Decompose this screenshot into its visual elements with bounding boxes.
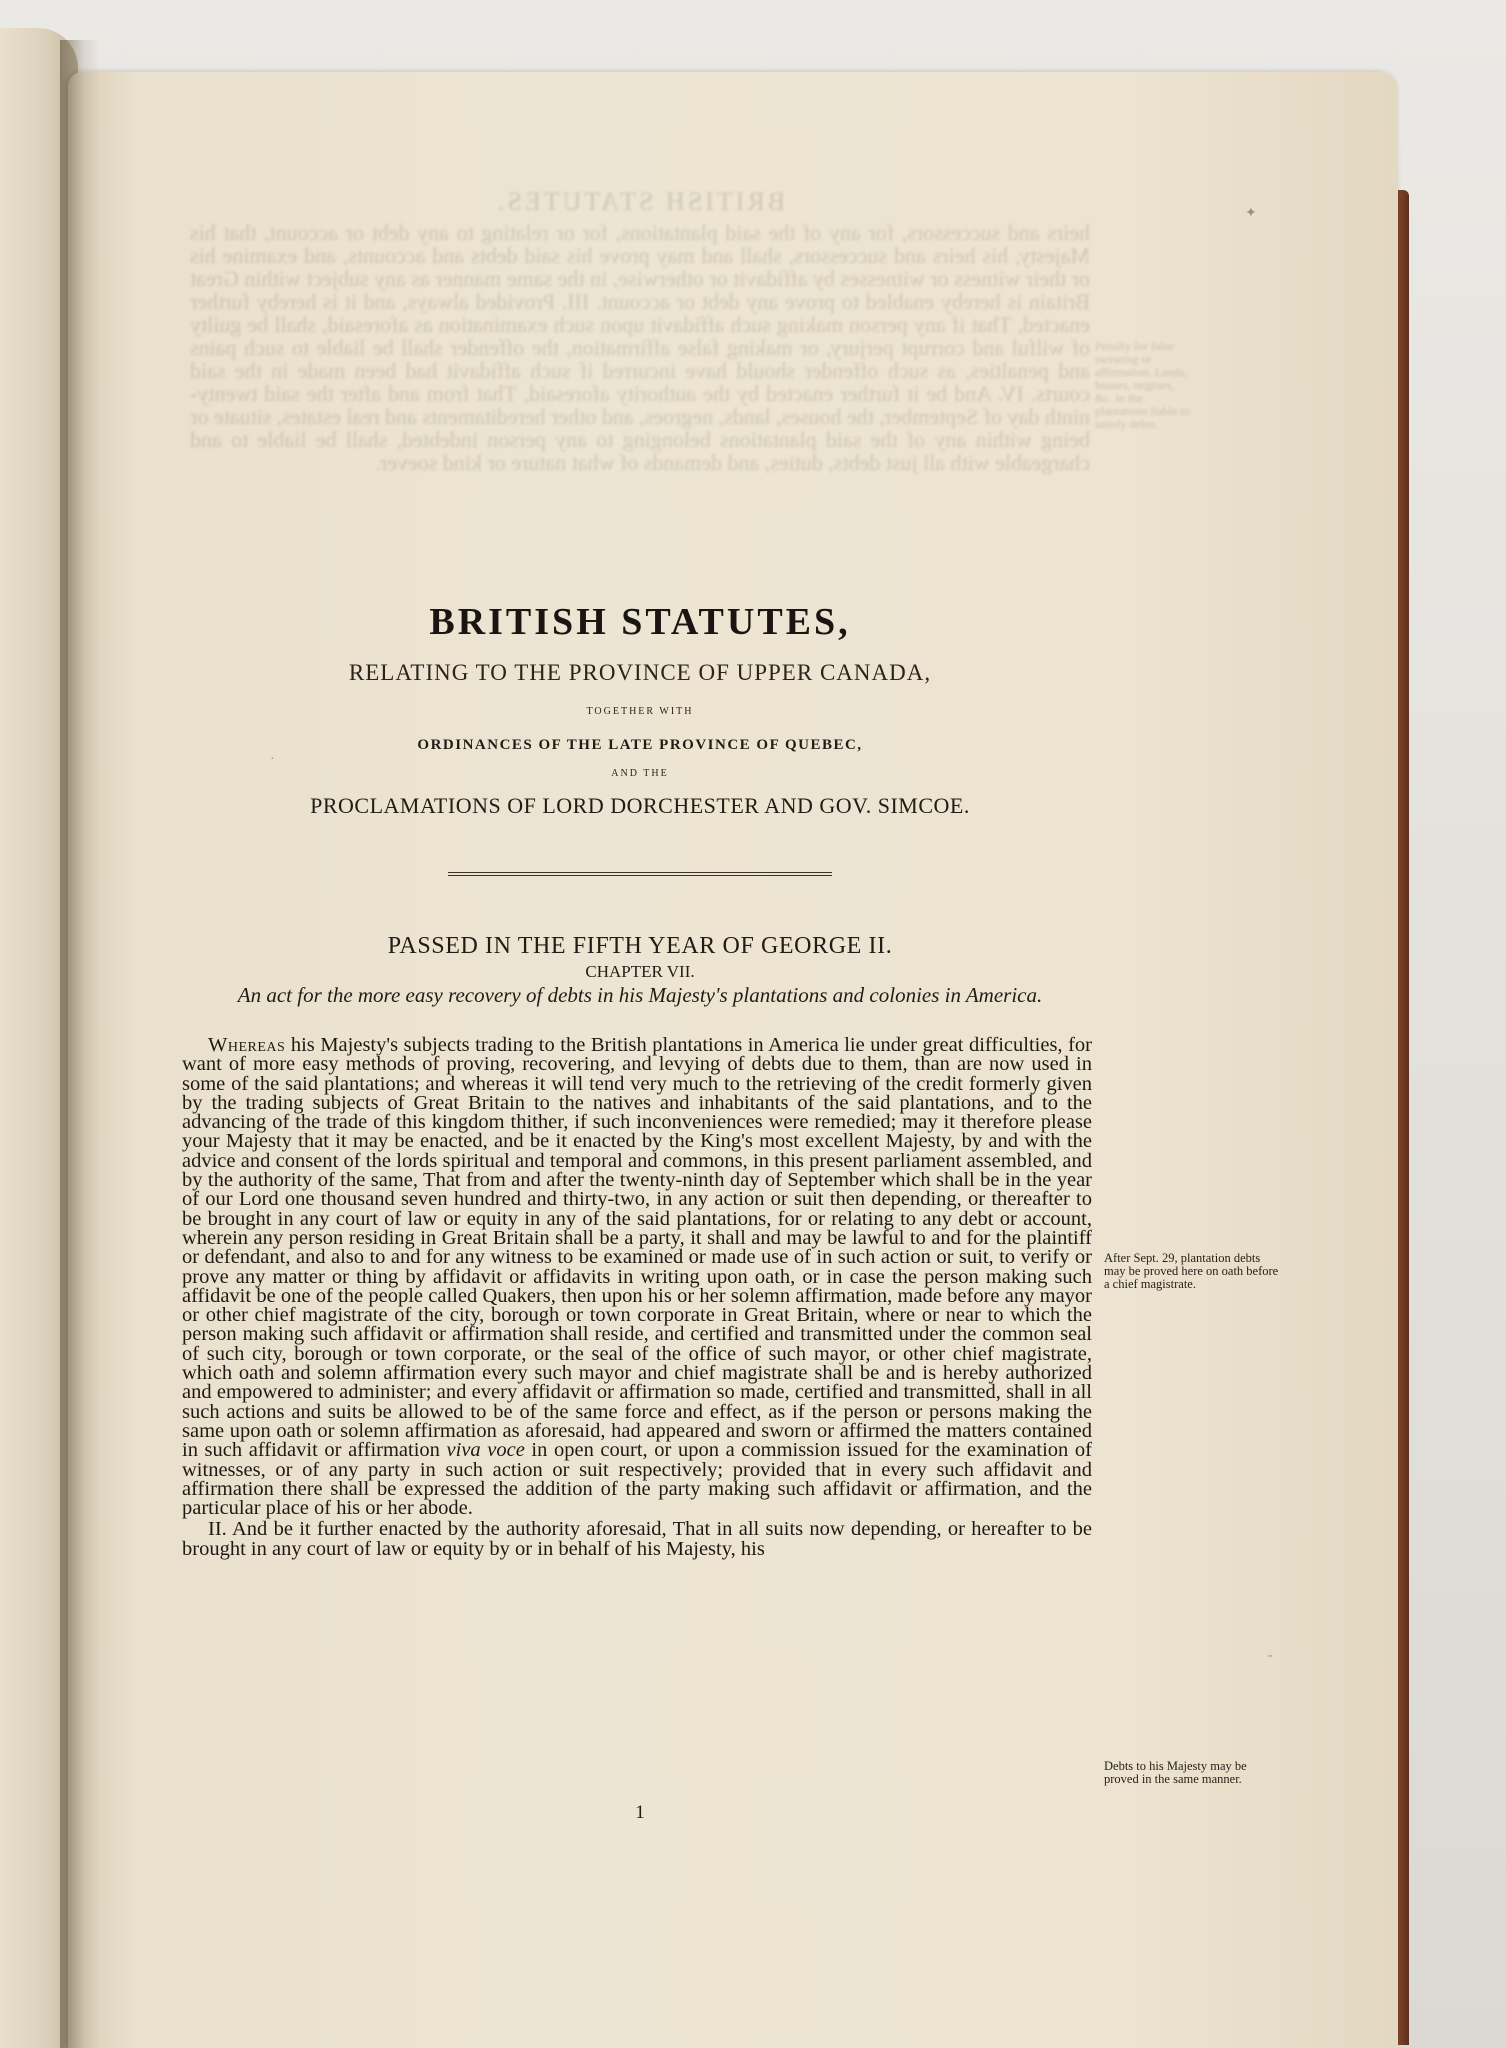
- paragraph-1-text-a: his Majesty's subjects trading to the British plantations in America lie under great difficulties, for want of more easy methods of proving, recovering, and levying of debts due to them, than are now used in some of the said plantations; and whereas it will tend very much to the retrieving of the credit formerly given by the trading subjects of Great Britain to the natives and inhabitants of the said plantations, and to the advancing of the trade of this kingdom thither, if such inconveniences were remedied; may it therefore please your Majesty that it may be enacted, and be it enacted by the King's most excellent Majesty, by and with the advice and consent of the lords spiritual and temporal and commons, in this present parliament assembled, and by the authority of the same, That from and after the twenty-ninth day of September which shall be in the year of our Lord one thousand seven hundred and thirty-two, in any action or suit then depending, or thereafter to be brought in any court of law or equity in any of the said plantations, for or relating to any debt or account, wherein any person residing in Great Britain shall be a party, it shall and may be lawful to and for the plaintiff or defendant, and also to and for any witness to be examined or made use of in such action or suit, to verify or prove any matter or thing by affidavit or affidavits in writing upon oath, or in case the person making such affidavit be one of the people called Quakers, then upon his or her solemn affirmation, made before any mayor or other chief magistrate of the city, borough or town corporate in Great Britain, where or near to which the person making such affidavit or affirmation shall reside, and certified and transmitted under the common seal of such city, borough or town corporate, or the seal of the office of such mayor, or other chief magistrate, which oath and solemn affirmation every such mayor and chief magistrate shall be and is hereby authorized and empowered to administer; and every affidavit or affirmation so made, certified and transmitted, shall in all such actions and suits be allowed to be of the same force and effect, as if the person or persons making the same upon oath or solemn affirmation as aforesaid, had appeared and sworn or affirmed the matters contained in such affidavit or affirmation: [182, 1034, 1092, 1462]
- act-title: An act for the more easy recovery of debts in his Majesty's plantations and colonies in America.: [237, 983, 1043, 1007]
- margin-note-plantation-debts: After Sept. 29, plantation debts may be proved here on oath before a chief magistrate.: [1104, 1251, 1279, 1291]
- page-speck: -: [1268, 1648, 1273, 1663]
- together-with-label: TOGETHER WITH: [586, 706, 694, 717]
- bleed-through-heading: BRITISH STATUTES.: [494, 190, 786, 216]
- paragraph-1-text-b: in open court, or upon a commission issued for the examination of witnesses, or of any party in such action or suit respectively; provided that in every such affidavit and affirmation there shall be expressed the addition of the party making such affidavit or affirmation, and the particular place of his or her abode.: [182, 1439, 1092, 1520]
- page-number: 1: [635, 1802, 645, 1823]
- chapter-heading: CHAPTER VII.: [585, 962, 695, 981]
- bleed-through-text: [190, 190, 1090, 580]
- page-speck: ·: [270, 752, 275, 767]
- margin-note-majesty-debts: Debts to his Majesty may be proved in the same manner.: [1104, 1759, 1247, 1786]
- paragraph-1-lead: Whereas: [208, 1034, 286, 1056]
- paragraph-1: [182, 1036, 1092, 1518]
- page-subtitle: RELATING TO THE PROVINCE OF UPPER CANADA,: [348, 660, 932, 685]
- statute-body: [182, 1036, 1092, 1559]
- divider-rule: [448, 872, 832, 876]
- paragraph-2: II. And be it further enacted by the authority aforesaid, That in all suits now depending, or hereafter to be brought in any court of law or equity by or in behalf of his Majesty, his: [182, 1518, 1092, 1560]
- page-speck: ✦: [1245, 206, 1257, 221]
- bleed-through-notes: Penalty for false swearing or affirmation. Lands, houses, negroes, &c. in the plantations liable to satisfy debts.: [1095, 339, 1190, 431]
- and-the-label: AND THE: [611, 768, 669, 779]
- page-title: BRITISH STATUTES,: [429, 601, 851, 643]
- book-gutter: [60, 40, 100, 2048]
- ordinances-line: ORDINANCES OF THE LATE PROVINCE OF QUEBEC,: [417, 737, 863, 753]
- proclamations-line: PROCLAMATIONS OF LORD DORCHESTER AND GOV. SIMCOE.: [310, 793, 970, 818]
- passed-heading: PASSED IN THE FIFTH YEAR OF GEORGE II.: [387, 933, 893, 959]
- bleed-through-body: heirs and successors, for any of the said plantations, for or relating to any debt or account, that his Majesty, his heirs and successors, shall and may prove his said debts and accounts, and examine his or their witness or witnesses by affidavit or otherwise, in the same manner as any subject within Great Britain is hereby enabled to prove any debt or account. III. Provided always, and it is hereby further enacted, That if any person making such affidavit upon such examination as aforesaid, shall be guilty of wilful and corrupt perjury, or making false affirmation, the offender shall be liable to such pains and penalties, as such offender should have incurred if such affidavit had been made in the said courts. IV. And be it further enacted by the authority aforesaid, That from and after the said twenty-ninth day of September, the houses, lands, negroes, and other hereditaments and real estates, situate or being within any of the said plantations belonging to any person indebted, shall be liable to and chargeable with all just debts, duties, and demands of what nature or kind soever.: [190, 220, 1090, 475]
- paragraph-1-italic: viva voce: [446, 1439, 525, 1462]
